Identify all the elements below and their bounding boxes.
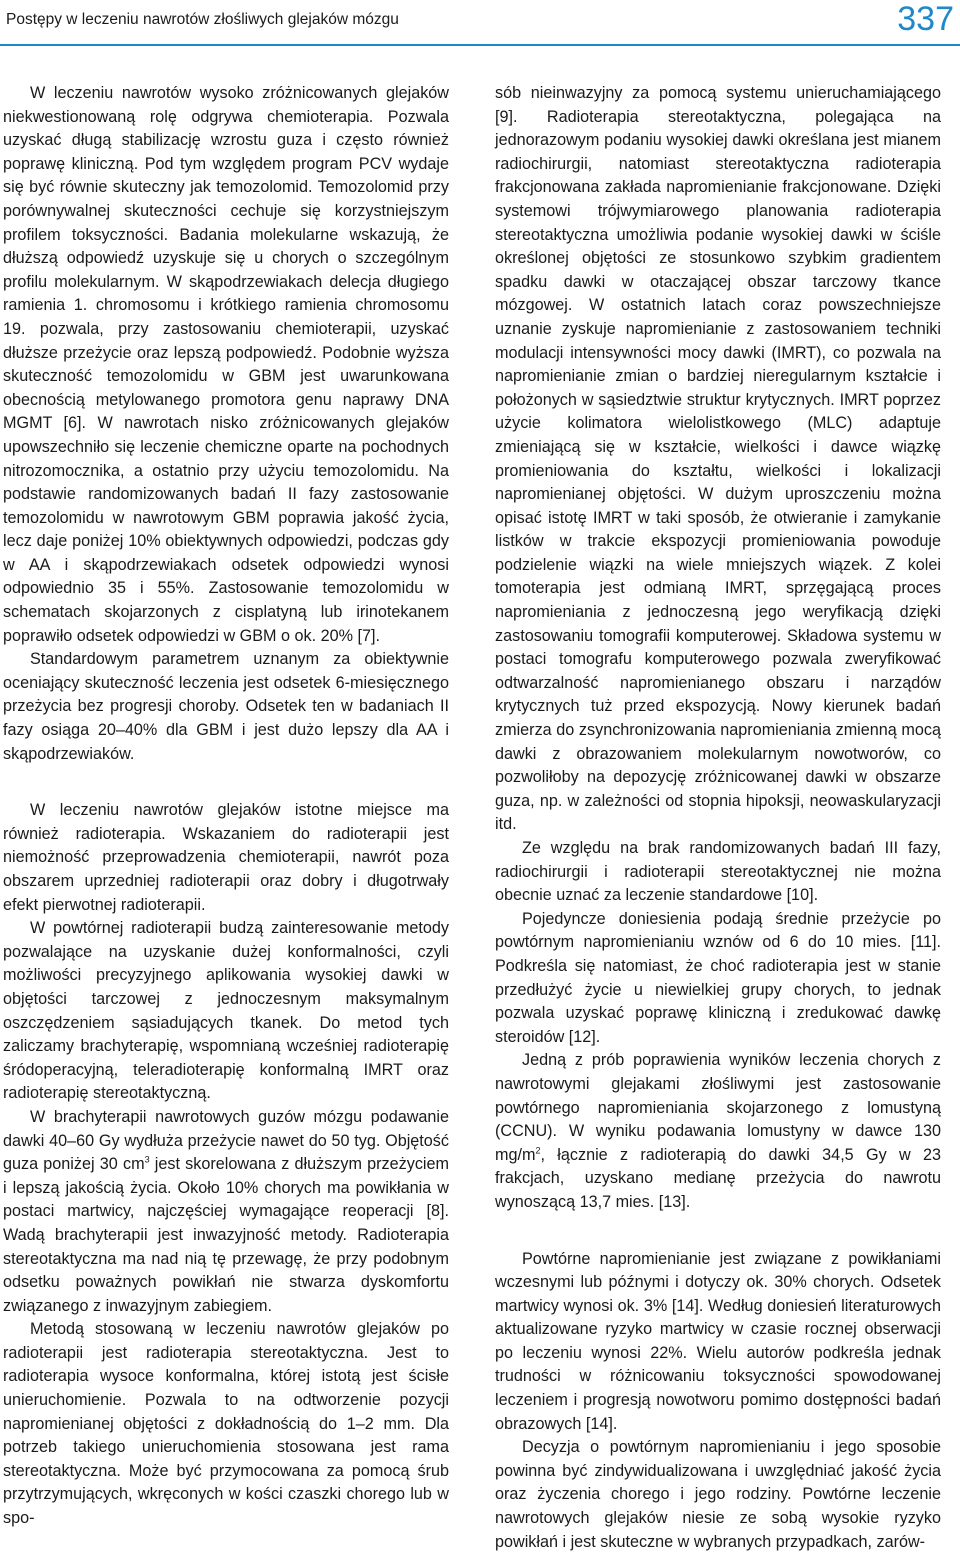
right-column <box>495 82 941 1554</box>
text-run: jest skorelowana z dłuższym przeżyciem i lepszą jakością życia. Około 10% chorych ma powikłania w postaci martwicy, najczęściej wymagające reoperacji [8]. Wadą brachyterapii jest inwazyjność metody. Radioterapia stereotaktyczna ma nad nią tę przewagę, że przy podobnym odsetku poważnych powikłań nie stwarza dyskomfortu związanego z inwazyjnym zabiegiem. <box>3 1155 450 1315</box>
text-run: , łącznie z radioterapią do dawki 34,5 Gy w 23 frakcjach, uzyskano medianę przeżycia do nawrotu wynoszącą 13,7 mies. [13]. <box>495 1145 941 1211</box>
page-header <box>0 0 960 46</box>
running-title: Postępy w leczeniu nawrotów złośliwych glejaków mózgu <box>6 11 399 28</box>
page-number: 337 <box>897 0 954 38</box>
section-gap <box>495 1215 941 1248</box>
paragraph: sób nieinwazyjny za pomocą systemu unieruchamiającego [9]. Radioterapia stereotaktyczna, polegająca na jednorazowym podaniu wysokiej dawki określana jest mianem radiochirurgii, natomiast stereotaktyczna radioterapia frakcjonowana zakłada napromienianie frakcjonowane. Dzięki systemowi trójwymiarowego planowania radioterapia stereotaktyczna umożliwia podanie wysokiej dawki w ściśle określonej objętości ze stosunkowo szybkim gradientem spadku dawki w otaczającej obszar tarczowy tkance mózgowej. W ostatnich latach coraz powszechniejsze uznanie zyskuje napromienianie z zastosowaniem techniki modulacji intensywności mocy dawki (IMRT), co pozwala na napromienianie zmian o bardziej nieregularnym kształcie i położonych w sąsiedztwie struktur krytycznych. IMRT poprzez użycie kolimatora wielolistkowego (MLC) adaptuje zmieniającą się w kształcie, wielkości i dawce wiązkę promieniowania do kształtu, wielkości i lokalizacji napromienianej objętości. W dużym uproszczeniu można opisać istotę IMRT w taki sposób, że otwieranie i zamykanie listków w trakcie ekspozycji promieniowania powoduje podzielenie wiązki na wiele mniejszych wiązek. Z kolei tomoterapia jest odmianą IMRT, sprzęgającą proces napromieniania z jednoczesną jego weryfikacją dzięki zastosowaniu tomografii komputerowej. Składowa systemu w postaci tomografu komputerowego pozwala zweryfikować odtwarzalność napromienianego obszaru i narządów krytycznych tuż przed ekspozycją. Nowy kierunek badań zmierza do zsynchronizowania napromieniania zmienną mocą dawki z obrazowaniem molekularnym nowotworów, co pozwoliłoby na depozycję zróżnicowanej dawki w obszarze guza, np. w zależności od stopnia hipoksji, neowaskularyzacji itd. <box>495 84 941 834</box>
left-column <box>3 82 449 1531</box>
paragraph: Metodą stosowaną w leczeniu nawrotów glejaków po radioterapii jest radioterapia stereotaktyczna. Jest to radioterapia wysoce konformalna, której istotą jest ścisłe unieruchomienie. Pozwala to na odtworzenie pozycji napromienianej objętości z dokładnością do 1–2 mm. Dla potrzeb takiego unieruchomienia stosowana jest rama stereotaktyczna. Może być przymocowana za pomocą śrub przytrzymujących, wkręconych w kości czaszki chorego lub w spo- <box>3 1320 449 1528</box>
paragraph: W powtórnej radioterapii budzą zainteresowanie metody pozwalające na uzyskanie dużej konformalności, czyli możliwości precyzyjnego aplikowania wysokiej dawki w objętości tarczowej z jednoczesnym maksymalnym oszczędzeniem sąsiadujących tkanek. Do metod tych zaliczamy brachyterapię, wspomnianą wcześniej radioterapię śródoperacyjną, teleradioterapię konformalną IMRT oraz radioterapię stereotaktyczną. <box>3 919 449 1103</box>
paragraph: W leczeniu nawrotów wysoko zróżnicowanych glejaków niekwestionowaną rolę odgrywa chemioterapia. Pozwala uzyskać długą stabilizację wzrostu guza i często również poprawę kliniczną. Pod tym względem program PCV wydaje się być równie skuteczny jak temozolomid. Temozolomid przy porównywalnej skuteczności cechuje się korzystniejszym profilem toksyczności. Badania molekularne wskazują, że dłuższą odpowiedź uzyskuje się u chorych o szczególnym profilu molekularnym. W skąpodrzewiakach delecja długiego ramienia 1. chromosomu i krótkiego ramienia chromosomu 19. pozwala, przy zastosowaniu chemioterapii, uzyskać dłuższe przeżycie oraz lepszą podpowiedź. Podobnie wyższa skuteczność temozolomidu w GBM jest uwarunkowana obecnością metylowanego promotora genu naprawy DNA MGMT [6]. W nawrotach nisko zróżnicowanych glejaków upowszechniło się leczenie chemiczne oparte na pochodnych nitrozomocznika, a ostatnio przy użyciu temozolomidu. Na podstawie randomizowanych badań II fazy zastosowanie temozolomidu w nawrotowym GBM poprawia jakość życia, lecz daje poniżej 10% obiektywnych odpowiedzi, podczas gdy w AA i skąpodrzewiakach odsetek odpowiedzi wynosi odpowiednio 35 i 55%. Zastosowanie temozolomidu w schematach skojarzonych z cisplatyną lub irinotekanem poprawiło odsetek odpowiedzi w GBM o ok. 20% [7]. <box>3 84 449 645</box>
paragraph: Pojedyncze doniesienia podają średnie przeżycie po powtórnym napromienianiu wznów od 6 do 10 mies. [11]. Podkreśla się natomiast, że choć radioterapia jest w stanie przedłużyć życie u niewielkiej grupy chorych, to jednak pozwala uzyskać poprawę kliniczną i zredukować dawkę steroidów [12]. <box>495 909 941 1046</box>
paragraph: Powtórne napromienianie jest związane z powikłaniami wczesnymi lub późnymi i dotyczy ok. 30% chorych. Odsetek martwicy wynosi ok. 3% [14]. Według doniesień literaturowych aktualizowane ryzyko martwicy w czasie rocznej obserwacji po leczeniu wynosi 22%. Wielu autorów podkreśla jednak trudności w różnicowaniu toksyczności spowodowanej leczeniem i progresją nowotworu pomimo dostępności badań obrazowych [14]. <box>495 1249 941 1433</box>
section-gap <box>3 766 449 799</box>
paragraph <box>3 1106 449 1318</box>
superscript: 3 <box>144 1154 150 1165</box>
paragraph: Standardowym parametrem uznanym za obiektywnie oceniający skuteczność leczenia jest odsetek 6-miesięcznego przeżycia bez progresji choroby. Odsetek ten w badaniach II fazy osiąga 20–40% dla GBM i jest dużo lepszy dla AA i skąpodrzewiaków. <box>3 650 449 763</box>
paragraph: Ze względu na brak randomizowanych badań III fazy, radiochirurgii i radioterapii stereotaktycznej nie można obecnie uznać za leczenie standardowe [10]. <box>495 839 941 905</box>
header-rule <box>0 44 960 46</box>
text-run: W brachyterapii nawrotowych guzów mózgu podawanie dawki 40–60 Gy wydłuża przeżycie nawet do 50 tyg. Objętość guza poniżej 30 cm <box>3 1107 449 1174</box>
superscript: 2 <box>535 1145 541 1156</box>
text-run: Jedną z prób poprawienia wyników leczenia chorych z nawrotowymi glejakami złośliwymi jest zastosowanie powtórnego napromieniania skojarzonego z lomustyną (CCNU). W wyniku podawania lomustyny w dawce 130 mg/m <box>495 1051 941 1164</box>
paragraph <box>495 1049 941 1214</box>
paragraph: Decyzja o powtórnym napromienianiu i jego sposobie powinna być zindywidualizowana i uwzględniać jakość życia oraz życzenia chorego i jego rodziny. Powtórne leczenie nawrotowych glejaków niesie ze sobą wysokie ryzyko powikłań i jest skuteczne w wybranych przypadkach, zarów- <box>495 1438 941 1551</box>
paragraph: W leczeniu nawrotów glejaków istotne miejsce ma również radioterapia. Wskazaniem do radioterapii jest niemożność przeprowadzenia chemioterapii, nawrót poza obszarem uprzedniej radioterapii oraz dobry i długotrwały efekt pierwotnej radioterapii. <box>3 801 449 914</box>
